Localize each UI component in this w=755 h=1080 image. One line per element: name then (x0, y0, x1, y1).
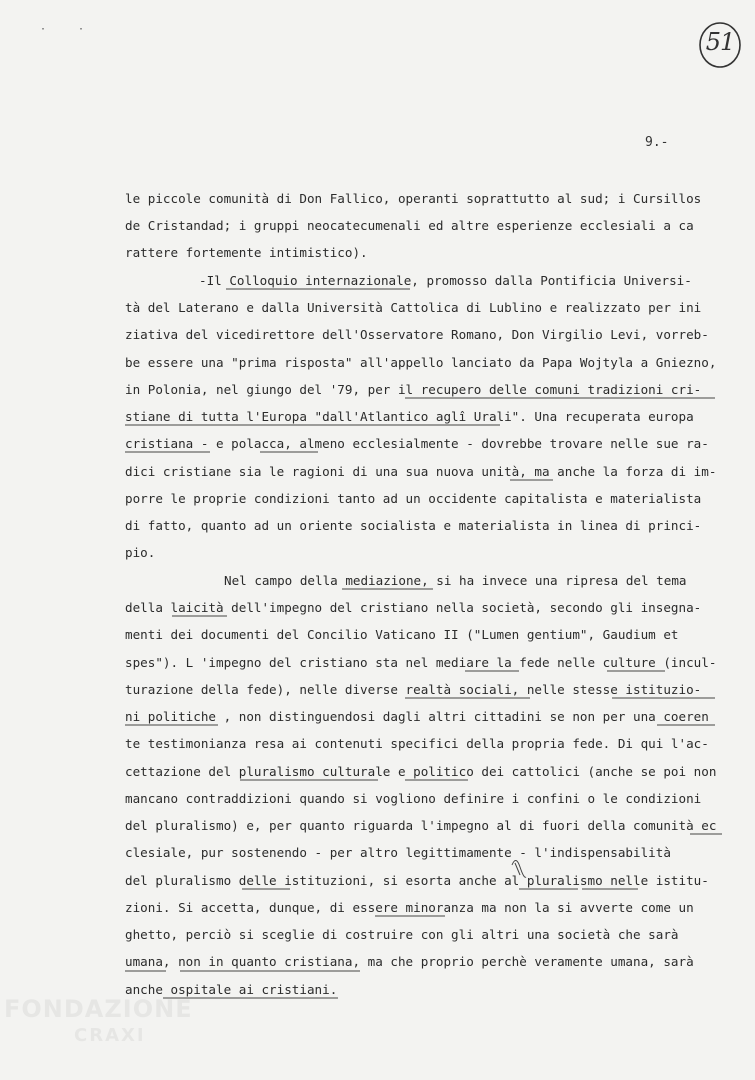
text-line: turazione della fede), nelle diverse realtà sociali, nelle stesse istituzio- (125, 682, 702, 697)
text-line: cristiana - e polacca, almeno ecclesialmente - dovrebbe trovare nelle sue ra- (125, 436, 709, 451)
text-line: ghetto, perciò si sceglie di costruire con gli altri una società che sarà (125, 927, 679, 942)
text-line: della laicità dell'impegno del cristiano nella società, secondo gli insegna- (125, 600, 702, 615)
watermark-subtitle: CRAXI (74, 1025, 146, 1046)
text-line: be essere una "prima risposta" all'appello lanciato da Papa Wojtyla a Gniezno, (125, 355, 717, 370)
page-number: 9.- (645, 135, 669, 150)
text-line: porre le proprie condizioni tanto ad un occidente capitalista e materialista (125, 491, 702, 506)
text-line: in Polonia, nel giungo del '79, per il recupero delle comuni tradizioni cri- (125, 382, 702, 397)
text-line: -Il Colloquio internazionale, promosso dalla Pontificia Universi- (199, 273, 692, 288)
text-line: ziativa del vicedirettore dell'Osservatore Romano, Don Virgilio Levi, vorreb- (125, 327, 709, 342)
text-line: pio. (125, 545, 156, 560)
text-line: stiane di tutta l'Europa "dall'Atlantico aglî Urali". Una recuperata europa (125, 409, 694, 424)
text-line: del pluralismo) e, per quanto riguarda l'impegno al di fuori della comunità ec (125, 818, 717, 833)
text-line: cettazione del pluralismo culturale e politico dei cattolici (anche se poi non (125, 764, 717, 779)
watermark (4, 995, 234, 1065)
text-line: ni politiche , non distinguendosi dagli altri cittadini se non per una coeren (125, 709, 709, 724)
text-line: di fatto, quanto ad un oriente socialista e materialista in linea di princi- (125, 518, 702, 533)
archive-number: 51 (705, 28, 735, 56)
text-line: spes"). L 'impegno del cristiano sta nel mediare la fede nelle culture (incul- (125, 655, 717, 670)
text-line: Nel campo della mediazione, si ha invece una ripresa del tema (224, 573, 687, 588)
text-line: te testimonianza resa ai contenuti specifici della propria fede. Di qui l'ac- (125, 736, 709, 751)
text-line: mancano contraddizioni quando si vogliono definire i confini o le condizioni (125, 791, 702, 806)
watermark-title: FONDAZIONE (4, 995, 193, 1023)
text-line: clesiale, pur sostenendo - per altro legittimamente - l'indispensabilità (125, 845, 671, 860)
text-line: umana, non in quanto cristiana, ma che proprio perchè veramente umana, sarà (125, 954, 694, 969)
text-line: menti dei documenti del Concilio Vaticano II ("Lumen gentium", Gaudium et (125, 627, 679, 642)
text-line: zioni. Si accetta, dunque, di essere minoranza ma non la si avverte come un (125, 900, 694, 915)
text-line: de Cristandad; i gruppi neocatecumenali ed altre esperienze ecclesiali a ca (125, 218, 694, 233)
punch-marks: ·· (40, 24, 117, 35)
text-line: tà del Laterano e dalla Università Cattolica di Lublino e realizzato per ini (125, 300, 702, 315)
text-line: anche ospitale ai cristiani. (125, 982, 338, 997)
text-line: rattere fortemente intimistico). (125, 245, 368, 260)
text-line: le piccole comunità di Don Fallico, operanti soprattutto al sud; i Cursillos (125, 191, 702, 206)
text-line: del pluralismo delle istituzioni, si esorta anche al pluralismo nelle istitu- (125, 873, 709, 888)
text-line: dici cristiane sia le ragioni di una sua nuova unità, ma anche la forza di im- (125, 464, 717, 479)
